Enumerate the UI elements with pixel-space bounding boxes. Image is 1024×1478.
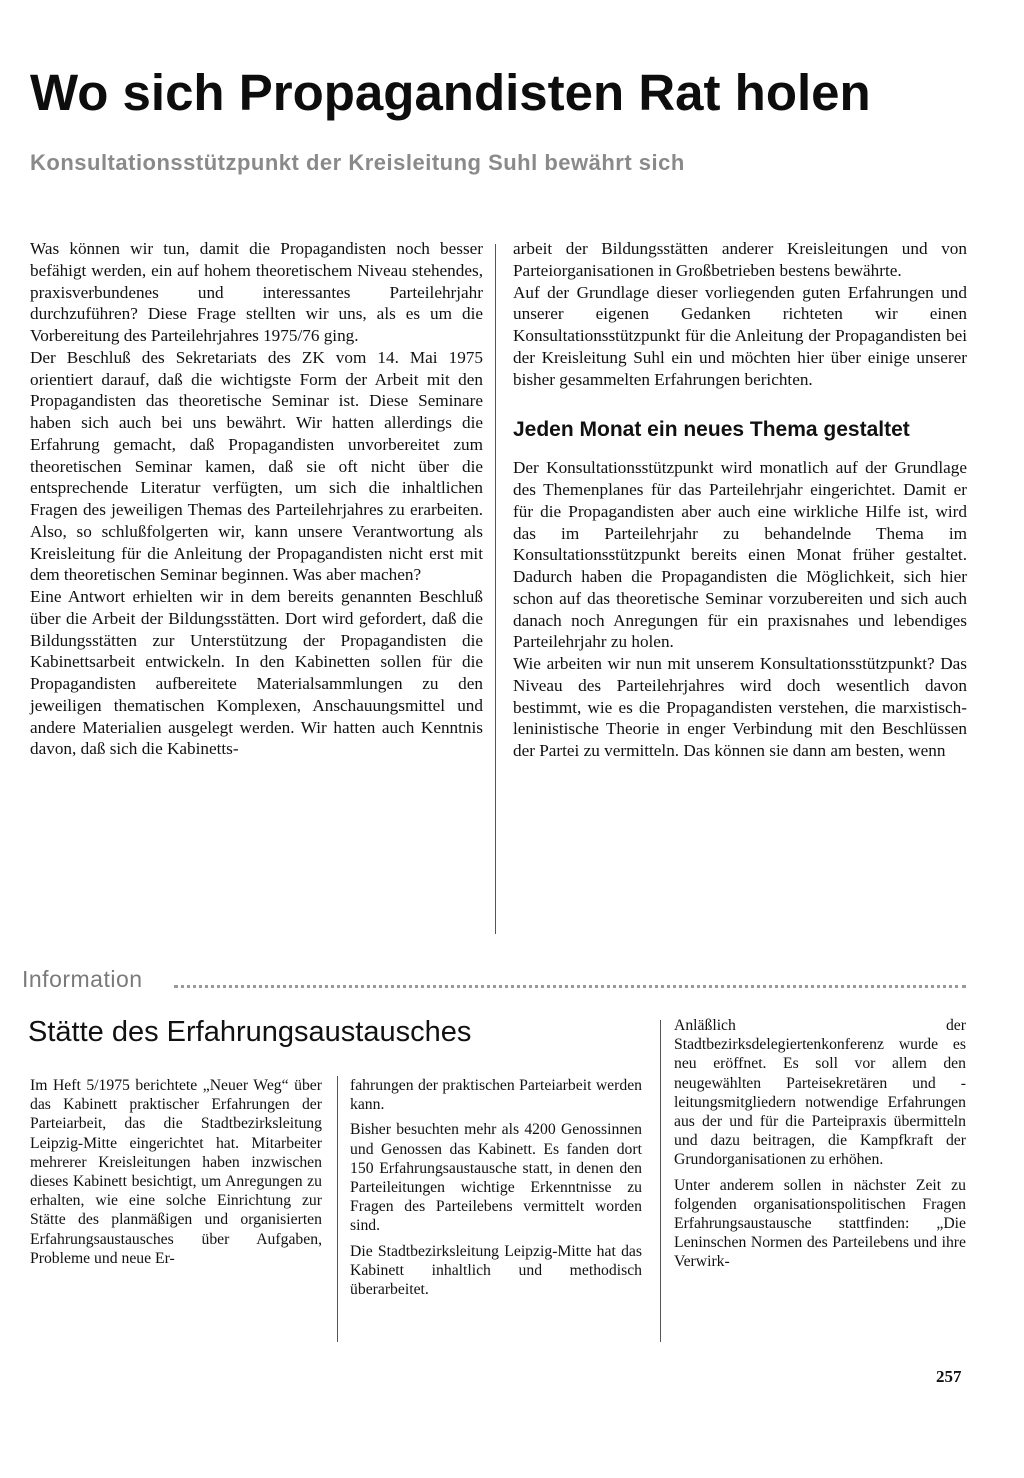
page-number: 257 — [936, 1367, 962, 1386]
article-title: Wo sich Propagandisten Rat holen — [30, 64, 871, 121]
paragraph: Die Stadtbezirksleitung Leipzig-Mitte hat das Kabinett inhaltlich und methodisch überarbeitet. — [350, 1242, 642, 1299]
article-subtitle: Konsultationsstützpunkt der Kreisleitung Suhl bewährt sich — [30, 150, 685, 175]
paragraph: Auf der Grundlage dieser vorliegenden guten Erfahrungen und unserer eigenen Gedanken richteten wir einen Konsultationsstützpunkt für die Anleitung der Propagandisten bei der Kreisleitung Suhl ein und möchten hier über einige unserer bisher gesammelten Erfahrungen berichten. — [513, 282, 967, 389]
paragraph: Eine Antwort erhielten wir in dem bereits genannten Beschluß über die Arbeit der Bildungsstätten. Dort wird gefordert, daß die Bildungsstätten zur Unterstützung der Propagandisten die Kabinettsarbeit entwickeln. In den Kabinetten sollen für die Propagandisten aufbereitete Materialsammlungen zu den jeweiligen thematischen Komplexen, Anschauungsmittel und andere Materialien ausgelegt werden. Wir hatten auch Kenntnis davon, daß sich die Kabinetts- — [30, 587, 483, 759]
paragraph: fahrungen der praktischen Parteiarbeit werden kann. — [350, 1077, 642, 1114]
info-title: Stätte des Erfahrungsaustausches — [28, 1016, 472, 1048]
paragraph: Was können wir tun, damit die Propagandisten noch besser befähigt werden, ein auf hohem theoretischem Niveau stehendes, praxisverbundenes und interessantes Parteilehrjahr durchzuführen? Diese Frage stellten wir uns, als es um die Vorbereitung des Parteilehrjahres 1975/76 ging. — [30, 239, 483, 345]
paragraph: Der Beschluß des Sekretariats des ZK vom 14. Mai 1975 orientiert darauf, daß die wichtigste Form der Arbeit mit den Propagandisten das theoretische Seminar ist. Diese Seminare haben sich auch bei uns bewährt. Wir hatten allerdings die Erfahrung gemacht, daß Propagandisten unvorbereitet zum theoretischen Seminar kamen, daß sie oft nicht über die entsprechende Literatur verfügten, um sich die inhaltlichen Fragen des jeweiligen Themas des Parteilehrjahres zu erarbeiten. Also, so schlußfolgerten wir, kann unsere Verantwortung als Kreisleitung für die Anleitung der Propagandisten nicht erst mit dem theoretischen Seminar beginnen. Was aber machen? — [30, 347, 483, 585]
paragraph: arbeit der Bildungsstätten anderer Kreisleitungen und von Parteiorganisationen in Großbetrieben bestens bewährte. — [513, 239, 967, 280]
paragraph: Anläßlich der Stadtbezirksdelegiertenkonferenz wurde es neu eröffnet. Es soll vor allem den neugewählten Parteisekretären und -leitungsmitgliedern notwendige Erfahrungen aus der und für die Parteipraxis übermitteln und dazu beitragen, die Kampfkraft der Grundorganisationen zu erhöhen. — [674, 1017, 966, 1169]
section-subheading: Jeden Monat ein neues Thema gestaltet — [513, 418, 910, 442]
paragraph: Unter anderem sollen in nächster Zeit zu folgenden organisationspolitischen Fragen Erfahrungsaustausche stattfinden: „Die Leninschen Normen des Parteilebens und ihre Verwirk- — [674, 1176, 966, 1271]
paragraph: Wie arbeiten wir nun mit unserem Konsultationsstützpunkt? Das Niveau des Parteilehrjahres wird doch wesentlich davon bestimmt, wie es die Propagandisten verstehen, die marxistisch-leninistische Theorie in enger Verbindung mit den Beschlüssen der Partei zu vermitteln. Das können sie dann am besten, wenn — [513, 654, 967, 760]
column-divider — [660, 1020, 661, 1342]
paragraph: Der Konsultationsstützpunkt wird monatlich auf der Grundlage des Themenplanes für das Parteilehrjahr eingerichtet. Damit er für die Propagandisten aber auch eine wirkliche Hilfe ist, wird das im Parteilehrjahr zu behandelnde Thema im Konsultationsstützpunkt bereits einen Monat früher gestaltet. Dadurch haben die Propagandisten die Möglichkeit, sich hier schon auf das theoretische Seminar vorzubereiten und sich auch danach noch Anregungen für ein praxisnahes und lebendiges Parteilehrjahr zu holen. — [513, 458, 967, 652]
column-divider — [495, 244, 496, 934]
paragraph: Im Heft 5/1975 berichtete „Neuer Weg“ über das Kabinett praktischer Erfahrungen der Parteiarbeit, das die Stadtbezirksleitung Leipzig-Mitte eingerichtet hat. Mitarbeiter mehrerer Kreisleitungen haben inzwischen dieses Kabinett besichtigt, um Anregungen zu erhalten, wie eine solche Einrichtung zur Stätte des planmäßigen und organisierten Erfahrungsaustausches über Aufgaben, Probleme und neue Er- — [30, 1077, 322, 1267]
column-divider — [337, 1076, 338, 1342]
information-label: Information — [22, 966, 143, 992]
info-column-1 — [30, 1076, 322, 1274]
info-column-3 — [674, 1016, 966, 1278]
article-column-1 — [30, 238, 483, 760]
article-column-2 — [513, 238, 967, 762]
info-column-2 — [350, 1076, 642, 1305]
information-rule — [174, 985, 966, 988]
paragraph: Bisher besuchten mehr als 4200 Genossinnen und Genossen das Kabinett. Es fanden dort 150 Erfahrungsaustausche statt, in denen den Parteileitungen wichtige Erkenntnisse zu Fragen des Parteilebens vermittelt worden sind. — [350, 1121, 642, 1235]
